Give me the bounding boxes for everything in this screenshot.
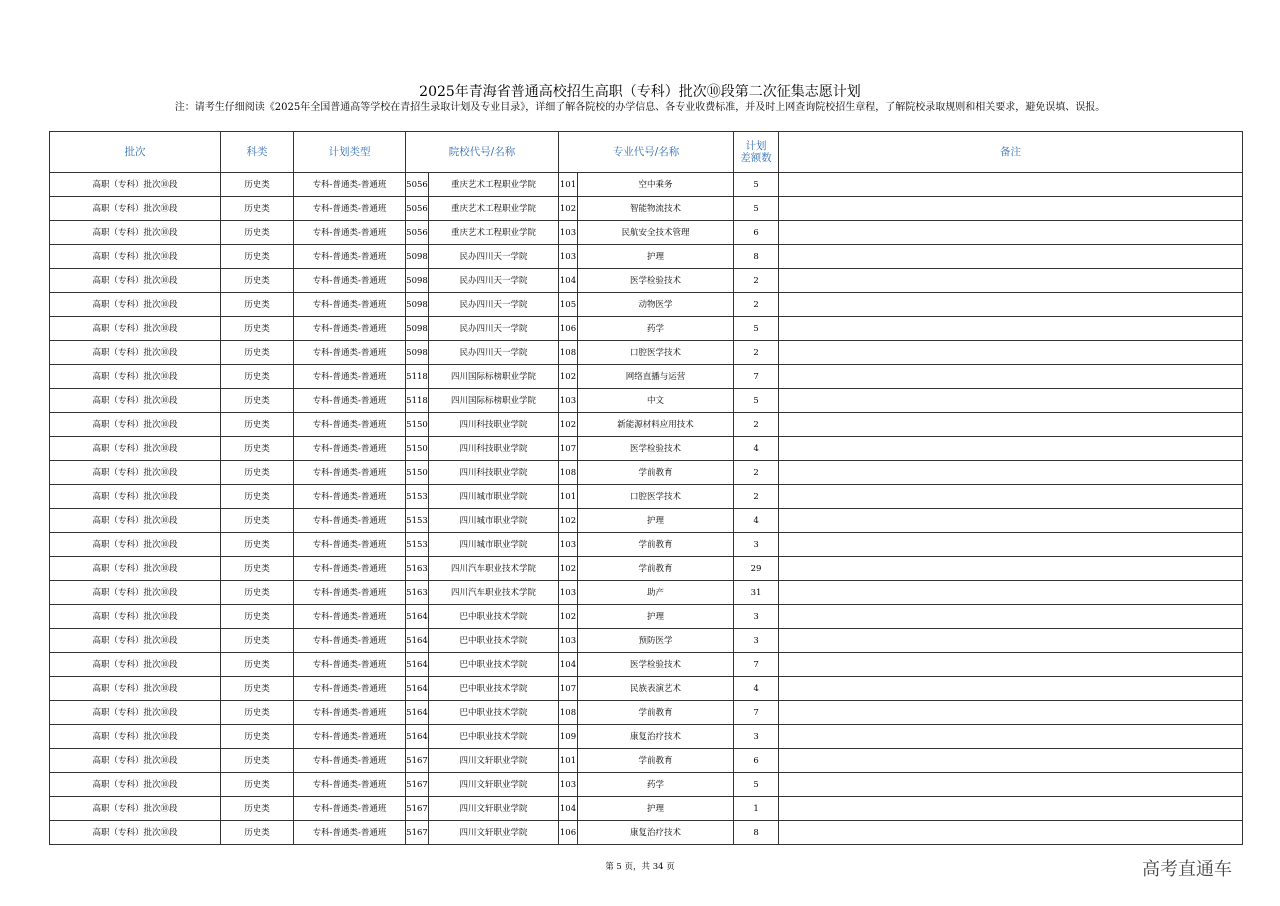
cell-subject: 历史类 — [221, 749, 294, 773]
cell-major-name: 护理 — [578, 605, 734, 629]
cell-school-code: 5098 — [406, 269, 429, 293]
cell-major-name: 民航安全技术管理 — [578, 221, 734, 245]
cell-major-name: 药学 — [578, 773, 734, 797]
cell-batch: 高职（专科）批次⑩段 — [50, 221, 221, 245]
cell-school-name: 民办四川天一学院 — [429, 293, 559, 317]
cell-school-name: 四川文轩职业学院 — [429, 773, 559, 797]
cell-remark — [779, 701, 1243, 725]
cell-major-code: 108 — [559, 701, 578, 725]
cell-plan-type: 专科-普通类-普通班 — [294, 725, 406, 749]
cell-quota: 2 — [734, 269, 779, 293]
cell-plan-type: 专科-普通类-普通班 — [294, 653, 406, 677]
cell-remark — [779, 197, 1243, 221]
cell-school-name: 四川城市职业学院 — [429, 533, 559, 557]
cell-quota: 29 — [734, 557, 779, 581]
cell-remark — [779, 437, 1243, 461]
cell-major-code: 103 — [559, 245, 578, 269]
cell-plan-type: 专科-普通类-普通班 — [294, 773, 406, 797]
cell-school-code: 5164 — [406, 725, 429, 749]
cell-school-name: 四川文轩职业学院 — [429, 797, 559, 821]
cell-major-code: 109 — [559, 725, 578, 749]
header-quota: 计划 差额数 — [734, 132, 779, 173]
table-row — [50, 389, 1243, 413]
cell-remark — [779, 413, 1243, 437]
cell-remark — [779, 773, 1243, 797]
cell-school-code: 5167 — [406, 773, 429, 797]
cell-batch: 高职（专科）批次⑩段 — [50, 293, 221, 317]
cell-remark — [779, 461, 1243, 485]
cell-school-code: 5056 — [406, 197, 429, 221]
cell-major-name: 动物医学 — [578, 293, 734, 317]
cell-school-name: 民办四川天一学院 — [429, 245, 559, 269]
cell-quota: 6 — [734, 749, 779, 773]
cell-major-code: 108 — [559, 461, 578, 485]
cell-plan-type: 专科-普通类-普通班 — [294, 221, 406, 245]
cell-batch: 高职（专科）批次⑩段 — [50, 629, 221, 653]
cell-remark — [779, 629, 1243, 653]
cell-batch: 高职（专科）批次⑩段 — [50, 413, 221, 437]
cell-plan-type: 专科-普通类-普通班 — [294, 269, 406, 293]
cell-major-code: 101 — [559, 173, 578, 197]
cell-remark — [779, 341, 1243, 365]
cell-subject: 历史类 — [221, 437, 294, 461]
table-row — [50, 533, 1243, 557]
cell-major-code: 103 — [559, 581, 578, 605]
cell-school-name: 四川科技职业学院 — [429, 413, 559, 437]
table-row — [50, 173, 1243, 197]
cell-batch: 高职（专科）批次⑩段 — [50, 749, 221, 773]
cell-batch: 高职（专科）批次⑩段 — [50, 533, 221, 557]
cell-plan-type: 专科-普通类-普通班 — [294, 509, 406, 533]
cell-quota: 2 — [734, 485, 779, 509]
cell-batch: 高职（专科）批次⑩段 — [50, 677, 221, 701]
cell-subject: 历史类 — [221, 701, 294, 725]
cell-school-code: 5098 — [406, 293, 429, 317]
cell-school-name: 四川科技职业学院 — [429, 461, 559, 485]
cell-school-name: 巴中职业技术学院 — [429, 701, 559, 725]
cell-major-code: 102 — [559, 197, 578, 221]
cell-remark — [779, 557, 1243, 581]
cell-major-name: 康复治疗技术 — [578, 821, 734, 845]
cell-subject: 历史类 — [221, 269, 294, 293]
cell-subject: 历史类 — [221, 797, 294, 821]
cell-batch: 高职（专科）批次⑩段 — [50, 701, 221, 725]
cell-major-code: 102 — [559, 365, 578, 389]
cell-batch: 高职（专科）批次⑩段 — [50, 797, 221, 821]
cell-major-name: 学前教育 — [578, 461, 734, 485]
header-batch: 批次 — [50, 132, 221, 173]
cell-plan-type: 专科-普通类-普通班 — [294, 797, 406, 821]
cell-plan-type: 专科-普通类-普通班 — [294, 317, 406, 341]
cell-school-name: 四川科技职业学院 — [429, 437, 559, 461]
cell-plan-type: 专科-普通类-普通班 — [294, 701, 406, 725]
cell-batch: 高职（专科）批次⑩段 — [50, 365, 221, 389]
cell-plan-type: 专科-普通类-普通班 — [294, 581, 406, 605]
cell-quota: 3 — [734, 605, 779, 629]
table-row — [50, 581, 1243, 605]
table-row — [50, 221, 1243, 245]
cell-plan-type: 专科-普通类-普通班 — [294, 245, 406, 269]
cell-quota: 1 — [734, 797, 779, 821]
header-major: 专业代号/名称 — [559, 132, 734, 173]
page-footer: 第 5 页，共 34 页 — [605, 862, 675, 872]
cell-major-code: 102 — [559, 605, 578, 629]
cell-subject: 历史类 — [221, 173, 294, 197]
cell-major-name: 网络直播与运营 — [578, 365, 734, 389]
table-row — [50, 749, 1243, 773]
document-title: 2025年青海省普通高校招生高职（专科）批次⑩段第二次征集志愿计划 — [419, 84, 861, 100]
cell-subject: 历史类 — [221, 821, 294, 845]
cell-school-code: 5164 — [406, 605, 429, 629]
cell-school-code: 5167 — [406, 797, 429, 821]
cell-batch: 高职（专科）批次⑩段 — [50, 581, 221, 605]
cell-quota: 4 — [734, 677, 779, 701]
cell-school-name: 四川汽车职业技术学院 — [429, 557, 559, 581]
cell-major-name: 学前教育 — [578, 749, 734, 773]
cell-batch: 高职（专科）批次⑩段 — [50, 485, 221, 509]
cell-major-name: 医学检验技术 — [578, 653, 734, 677]
table-row — [50, 245, 1243, 269]
cell-batch: 高职（专科）批次⑩段 — [50, 725, 221, 749]
cell-quota: 3 — [734, 629, 779, 653]
cell-school-name: 重庆艺术工程职业学院 — [429, 221, 559, 245]
cell-major-code: 102 — [559, 413, 578, 437]
cell-school-code: 5164 — [406, 653, 429, 677]
table-row — [50, 485, 1243, 509]
cell-major-name: 康复治疗技术 — [578, 725, 734, 749]
cell-plan-type: 专科-普通类-普通班 — [294, 365, 406, 389]
cell-major-code: 107 — [559, 677, 578, 701]
cell-quota: 3 — [734, 533, 779, 557]
cell-school-name: 巴中职业技术学院 — [429, 677, 559, 701]
cell-remark — [779, 245, 1243, 269]
cell-major-code: 101 — [559, 485, 578, 509]
table-row — [50, 605, 1243, 629]
cell-school-name: 巴中职业技术学院 — [429, 605, 559, 629]
cell-subject: 历史类 — [221, 341, 294, 365]
cell-subject: 历史类 — [221, 413, 294, 437]
header-school: 院校代号/名称 — [406, 132, 559, 173]
cell-major-code: 102 — [559, 509, 578, 533]
cell-subject: 历史类 — [221, 773, 294, 797]
cell-school-code: 5153 — [406, 485, 429, 509]
cell-school-name: 巴中职业技术学院 — [429, 629, 559, 653]
cell-remark — [779, 509, 1243, 533]
cell-quota: 7 — [734, 701, 779, 725]
cell-subject: 历史类 — [221, 461, 294, 485]
cell-major-name: 助产 — [578, 581, 734, 605]
cell-quota: 2 — [734, 413, 779, 437]
cell-school-name: 四川城市职业学院 — [429, 485, 559, 509]
cell-plan-type: 专科-普通类-普通班 — [294, 677, 406, 701]
cell-school-code: 5153 — [406, 509, 429, 533]
cell-school-code: 5098 — [406, 245, 429, 269]
table-row — [50, 677, 1243, 701]
cell-school-code: 5163 — [406, 557, 429, 581]
cell-school-code: 5164 — [406, 677, 429, 701]
cell-subject: 历史类 — [221, 533, 294, 557]
cell-school-code: 5098 — [406, 341, 429, 365]
cell-batch: 高职（专科）批次⑩段 — [50, 509, 221, 533]
table-row — [50, 269, 1243, 293]
cell-subject: 历史类 — [221, 605, 294, 629]
cell-major-code: 104 — [559, 269, 578, 293]
cell-school-name: 巴中职业技术学院 — [429, 725, 559, 749]
cell-major-name: 中文 — [578, 389, 734, 413]
cell-plan-type: 专科-普通类-普通班 — [294, 173, 406, 197]
cell-major-name: 学前教育 — [578, 533, 734, 557]
cell-school-name: 巴中职业技术学院 — [429, 653, 559, 677]
cell-subject: 历史类 — [221, 629, 294, 653]
table-row — [50, 293, 1243, 317]
cell-plan-type: 专科-普通类-普通班 — [294, 821, 406, 845]
cell-remark — [779, 269, 1243, 293]
cell-plan-type: 专科-普通类-普通班 — [294, 605, 406, 629]
cell-subject: 历史类 — [221, 197, 294, 221]
cell-subject: 历史类 — [221, 509, 294, 533]
cell-remark — [779, 221, 1243, 245]
cell-school-code: 5056 — [406, 221, 429, 245]
header-remark: 备注 — [779, 132, 1243, 173]
cell-major-code: 103 — [559, 533, 578, 557]
cell-major-name: 学前教育 — [578, 557, 734, 581]
cell-batch: 高职（专科）批次⑩段 — [50, 269, 221, 293]
cell-subject: 历史类 — [221, 221, 294, 245]
cell-school-name: 民办四川天一学院 — [429, 269, 559, 293]
cell-subject: 历史类 — [221, 557, 294, 581]
table-row — [50, 317, 1243, 341]
table-row — [50, 197, 1243, 221]
cell-major-code: 108 — [559, 341, 578, 365]
cell-subject: 历史类 — [221, 245, 294, 269]
cell-school-code: 5056 — [406, 173, 429, 197]
cell-batch: 高职（专科）批次⑩段 — [50, 173, 221, 197]
cell-major-name: 预防医学 — [578, 629, 734, 653]
cell-remark — [779, 605, 1243, 629]
cell-quota: 2 — [734, 341, 779, 365]
cell-plan-type: 专科-普通类-普通班 — [294, 341, 406, 365]
cell-school-name: 四川城市职业学院 — [429, 509, 559, 533]
cell-plan-type: 专科-普通类-普通班 — [294, 557, 406, 581]
cell-quota: 8 — [734, 821, 779, 845]
cell-remark — [779, 797, 1243, 821]
cell-school-code: 5118 — [406, 365, 429, 389]
cell-batch: 高职（专科）批次⑩段 — [50, 341, 221, 365]
cell-plan-type: 专科-普通类-普通班 — [294, 461, 406, 485]
cell-remark — [779, 821, 1243, 845]
cell-major-name: 学前教育 — [578, 701, 734, 725]
cell-major-code: 101 — [559, 749, 578, 773]
cell-major-name: 医学检验技术 — [578, 437, 734, 461]
cell-quota: 5 — [734, 197, 779, 221]
cell-school-code: 5164 — [406, 629, 429, 653]
cell-plan-type: 专科-普通类-普通班 — [294, 197, 406, 221]
cell-batch: 高职（专科）批次⑩段 — [50, 653, 221, 677]
cell-subject: 历史类 — [221, 581, 294, 605]
cell-batch: 高职（专科）批次⑩段 — [50, 389, 221, 413]
table-row — [50, 701, 1243, 725]
table-row — [50, 461, 1243, 485]
cell-remark — [779, 533, 1243, 557]
cell-school-code: 5163 — [406, 581, 429, 605]
table-row — [50, 413, 1243, 437]
cell-quota: 2 — [734, 293, 779, 317]
cell-major-name: 口腔医学技术 — [578, 485, 734, 509]
cell-major-code: 106 — [559, 317, 578, 341]
cell-school-code: 5150 — [406, 413, 429, 437]
table-body — [50, 173, 1243, 845]
plan-table — [49, 131, 1243, 845]
cell-subject: 历史类 — [221, 317, 294, 341]
cell-batch: 高职（专科）批次⑩段 — [50, 773, 221, 797]
cell-remark — [779, 677, 1243, 701]
table-row — [50, 773, 1243, 797]
cell-school-name: 民办四川天一学院 — [429, 317, 559, 341]
cell-quota: 4 — [734, 509, 779, 533]
cell-remark — [779, 317, 1243, 341]
table-row — [50, 797, 1243, 821]
cell-subject: 历史类 — [221, 653, 294, 677]
cell-quota: 31 — [734, 581, 779, 605]
cell-batch: 高职（专科）批次⑩段 — [50, 557, 221, 581]
cell-major-name: 口腔医学技术 — [578, 341, 734, 365]
cell-batch: 高职（专科）批次⑩段 — [50, 605, 221, 629]
cell-batch: 高职（专科）批次⑩段 — [50, 821, 221, 845]
cell-quota: 5 — [734, 389, 779, 413]
cell-school-name: 重庆艺术工程职业学院 — [429, 197, 559, 221]
cell-batch: 高职（专科）批次⑩段 — [50, 317, 221, 341]
cell-quota: 8 — [734, 245, 779, 269]
table-row — [50, 629, 1243, 653]
cell-plan-type: 专科-普通类-普通班 — [294, 485, 406, 509]
cell-subject: 历史类 — [221, 389, 294, 413]
cell-remark — [779, 725, 1243, 749]
table-row — [50, 365, 1243, 389]
cell-plan-type: 专科-普通类-普通班 — [294, 389, 406, 413]
table-row — [50, 725, 1243, 749]
cell-school-code: 5150 — [406, 437, 429, 461]
cell-school-name: 四川国际标榜职业学院 — [429, 389, 559, 413]
cell-quota: 5 — [734, 317, 779, 341]
table-row — [50, 341, 1243, 365]
header-plan-type: 计划类型 — [294, 132, 406, 173]
cell-major-name: 智能物流技术 — [578, 197, 734, 221]
cell-subject: 历史类 — [221, 365, 294, 389]
table-row — [50, 509, 1243, 533]
cell-batch: 高职（专科）批次⑩段 — [50, 245, 221, 269]
table-row — [50, 557, 1243, 581]
header-subject: 科类 — [221, 132, 294, 173]
cell-major-name: 护理 — [578, 245, 734, 269]
cell-major-code: 103 — [559, 773, 578, 797]
cell-major-code: 103 — [559, 221, 578, 245]
cell-major-name: 护理 — [578, 509, 734, 533]
cell-quota: 7 — [734, 653, 779, 677]
table-row — [50, 821, 1243, 845]
cell-remark — [779, 653, 1243, 677]
cell-major-code: 107 — [559, 437, 578, 461]
cell-plan-type: 专科-普通类-普通班 — [294, 293, 406, 317]
cell-remark — [779, 365, 1243, 389]
cell-school-code: 5164 — [406, 701, 429, 725]
cell-plan-type: 专科-普通类-普通班 — [294, 749, 406, 773]
cell-school-name: 四川文轩职业学院 — [429, 821, 559, 845]
cell-major-code: 106 — [559, 821, 578, 845]
cell-quota: 3 — [734, 725, 779, 749]
cell-major-name: 新能源材料应用技术 — [578, 413, 734, 437]
cell-school-code: 5150 — [406, 461, 429, 485]
cell-major-name: 护理 — [578, 797, 734, 821]
cell-school-name: 四川文轩职业学院 — [429, 749, 559, 773]
cell-quota: 2 — [734, 461, 779, 485]
cell-plan-type: 专科-普通类-普通班 — [294, 629, 406, 653]
table-row — [50, 437, 1243, 461]
cell-school-name: 重庆艺术工程职业学院 — [429, 173, 559, 197]
cell-school-code: 5167 — [406, 821, 429, 845]
cell-subject: 历史类 — [221, 677, 294, 701]
table-row — [50, 653, 1243, 677]
cell-remark — [779, 389, 1243, 413]
cell-school-code: 5167 — [406, 749, 429, 773]
cell-school-code: 5118 — [406, 389, 429, 413]
cell-remark — [779, 749, 1243, 773]
cell-school-name: 四川国际标榜职业学院 — [429, 365, 559, 389]
cell-quota: 6 — [734, 221, 779, 245]
cell-major-name: 民族表演艺术 — [578, 677, 734, 701]
cell-plan-type: 专科-普通类-普通班 — [294, 437, 406, 461]
cell-plan-type: 专科-普通类-普通班 — [294, 533, 406, 557]
cell-major-code: 105 — [559, 293, 578, 317]
cell-batch: 高职（专科）批次⑩段 — [50, 197, 221, 221]
cell-quota: 4 — [734, 437, 779, 461]
cell-quota: 7 — [734, 365, 779, 389]
cell-school-name: 民办四川天一学院 — [429, 341, 559, 365]
cell-school-name: 四川汽车职业技术学院 — [429, 581, 559, 605]
cell-subject: 历史类 — [221, 293, 294, 317]
cell-remark — [779, 581, 1243, 605]
cell-school-code: 5098 — [406, 317, 429, 341]
cell-major-code: 102 — [559, 557, 578, 581]
cell-major-code: 104 — [559, 797, 578, 821]
cell-major-name: 药学 — [578, 317, 734, 341]
document-note: 注：请考生仔细阅读《2025年全国普通高等学校在青招生录取计划及专业目录》，详细了解各院校的办学信息、各专业收费标准，并及时上网查询院校招生章程，了解院校录取规则和相关要求，避免误填、误报。 — [174, 102, 1106, 113]
table-header-row — [50, 132, 1243, 173]
cell-batch: 高职（专科）批次⑩段 — [50, 461, 221, 485]
cell-plan-type: 专科-普通类-普通班 — [294, 413, 406, 437]
cell-major-code: 104 — [559, 653, 578, 677]
cell-remark — [779, 485, 1243, 509]
cell-subject: 历史类 — [221, 725, 294, 749]
cell-quota: 5 — [734, 773, 779, 797]
watermark: 高考直通车 — [1142, 859, 1232, 880]
cell-quota: 5 — [734, 173, 779, 197]
cell-batch: 高职（专科）批次⑩段 — [50, 437, 221, 461]
cell-remark — [779, 173, 1243, 197]
cell-subject: 历史类 — [221, 485, 294, 509]
cell-major-code: 103 — [559, 629, 578, 653]
cell-major-name: 空中乘务 — [578, 173, 734, 197]
cell-major-code: 103 — [559, 389, 578, 413]
cell-school-code: 5153 — [406, 533, 429, 557]
cell-remark — [779, 293, 1243, 317]
cell-major-name: 医学检验技术 — [578, 269, 734, 293]
